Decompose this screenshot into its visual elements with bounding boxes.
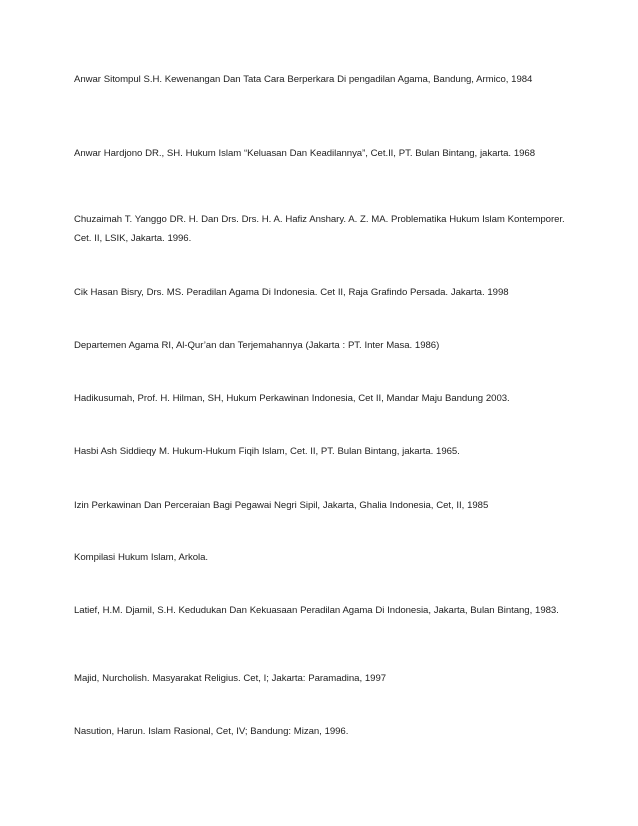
bibliography-entry: Izin Perkawinan Dan Perceraian Bagi Pegawai Negri Sipil, Jakarta, Ghalia Indonesia, Cet, II, 1985 [74,500,489,511]
bibliography-entry: Kompilasi Hukum Islam, Arkola. [74,552,208,563]
bibliography-entry: Majid, Nurcholish. Masyarakat Religius. Cet, I; Jakarta: Paramadina, 1997 [74,673,387,684]
bibliography-entry: Chuzaimah T. Yanggo DR. H. Dan Drs. Drs. H. A. Hafiz Anshary. A. Z. MA. Problematika Hukum Islam Kontemporer. Cet. II, LSIK, Jakarta. 1996. [74,214,565,244]
bibliography-entry: Anwar Sitompul S.H. Kewenangan Dan Tata Cara Berperkara Di pengadilan Agama, Bandung, Armico, 1984 [74,74,533,85]
bibliography-entry: Nasution, Harun. Islam Rasional, Cet, IV; Bandung: Mizan, 1996. [74,726,349,737]
bibliography-entry: Hasbi Ash Siddieqy M. Hukum-Hukum Fiqih Islam, Cet. II, PT. Bulan Bintang, jakarta. 1965. [74,446,460,457]
bibliography-entry: Departemen Agama RI, Al-Qur’an dan Terjemahannya (Jakarta : PT. Inter Masa. 1986) [74,340,440,351]
bibliography-entry: Anwar Hardjono DR., SH. Hukum Islam “Keluasan Dan Keadilannya”, Cet.II, PT. Bulan Bintang, jakarta. 1968 [74,148,535,159]
bibliography-entry: Latief, H.M. Djamil, S.H. Kedudukan Dan Kekuasaan Peradilan Agama Di Indonesia, Jakarta, Bulan Bintang, 1983. [74,605,559,616]
bibliography-entry: Cik Hasan Bisry, Drs. MS. Peradilan Agama Di Indonesia. Cet II, Raja Grafindo Persada. Jakarta. 1998 [74,287,509,298]
bibliography-entry: Hadikusumah, Prof. H. Hilman, SH, Hukum Perkawinan Indonesia, Cet II, Mandar Maju Bandung 2003. [74,393,510,404]
